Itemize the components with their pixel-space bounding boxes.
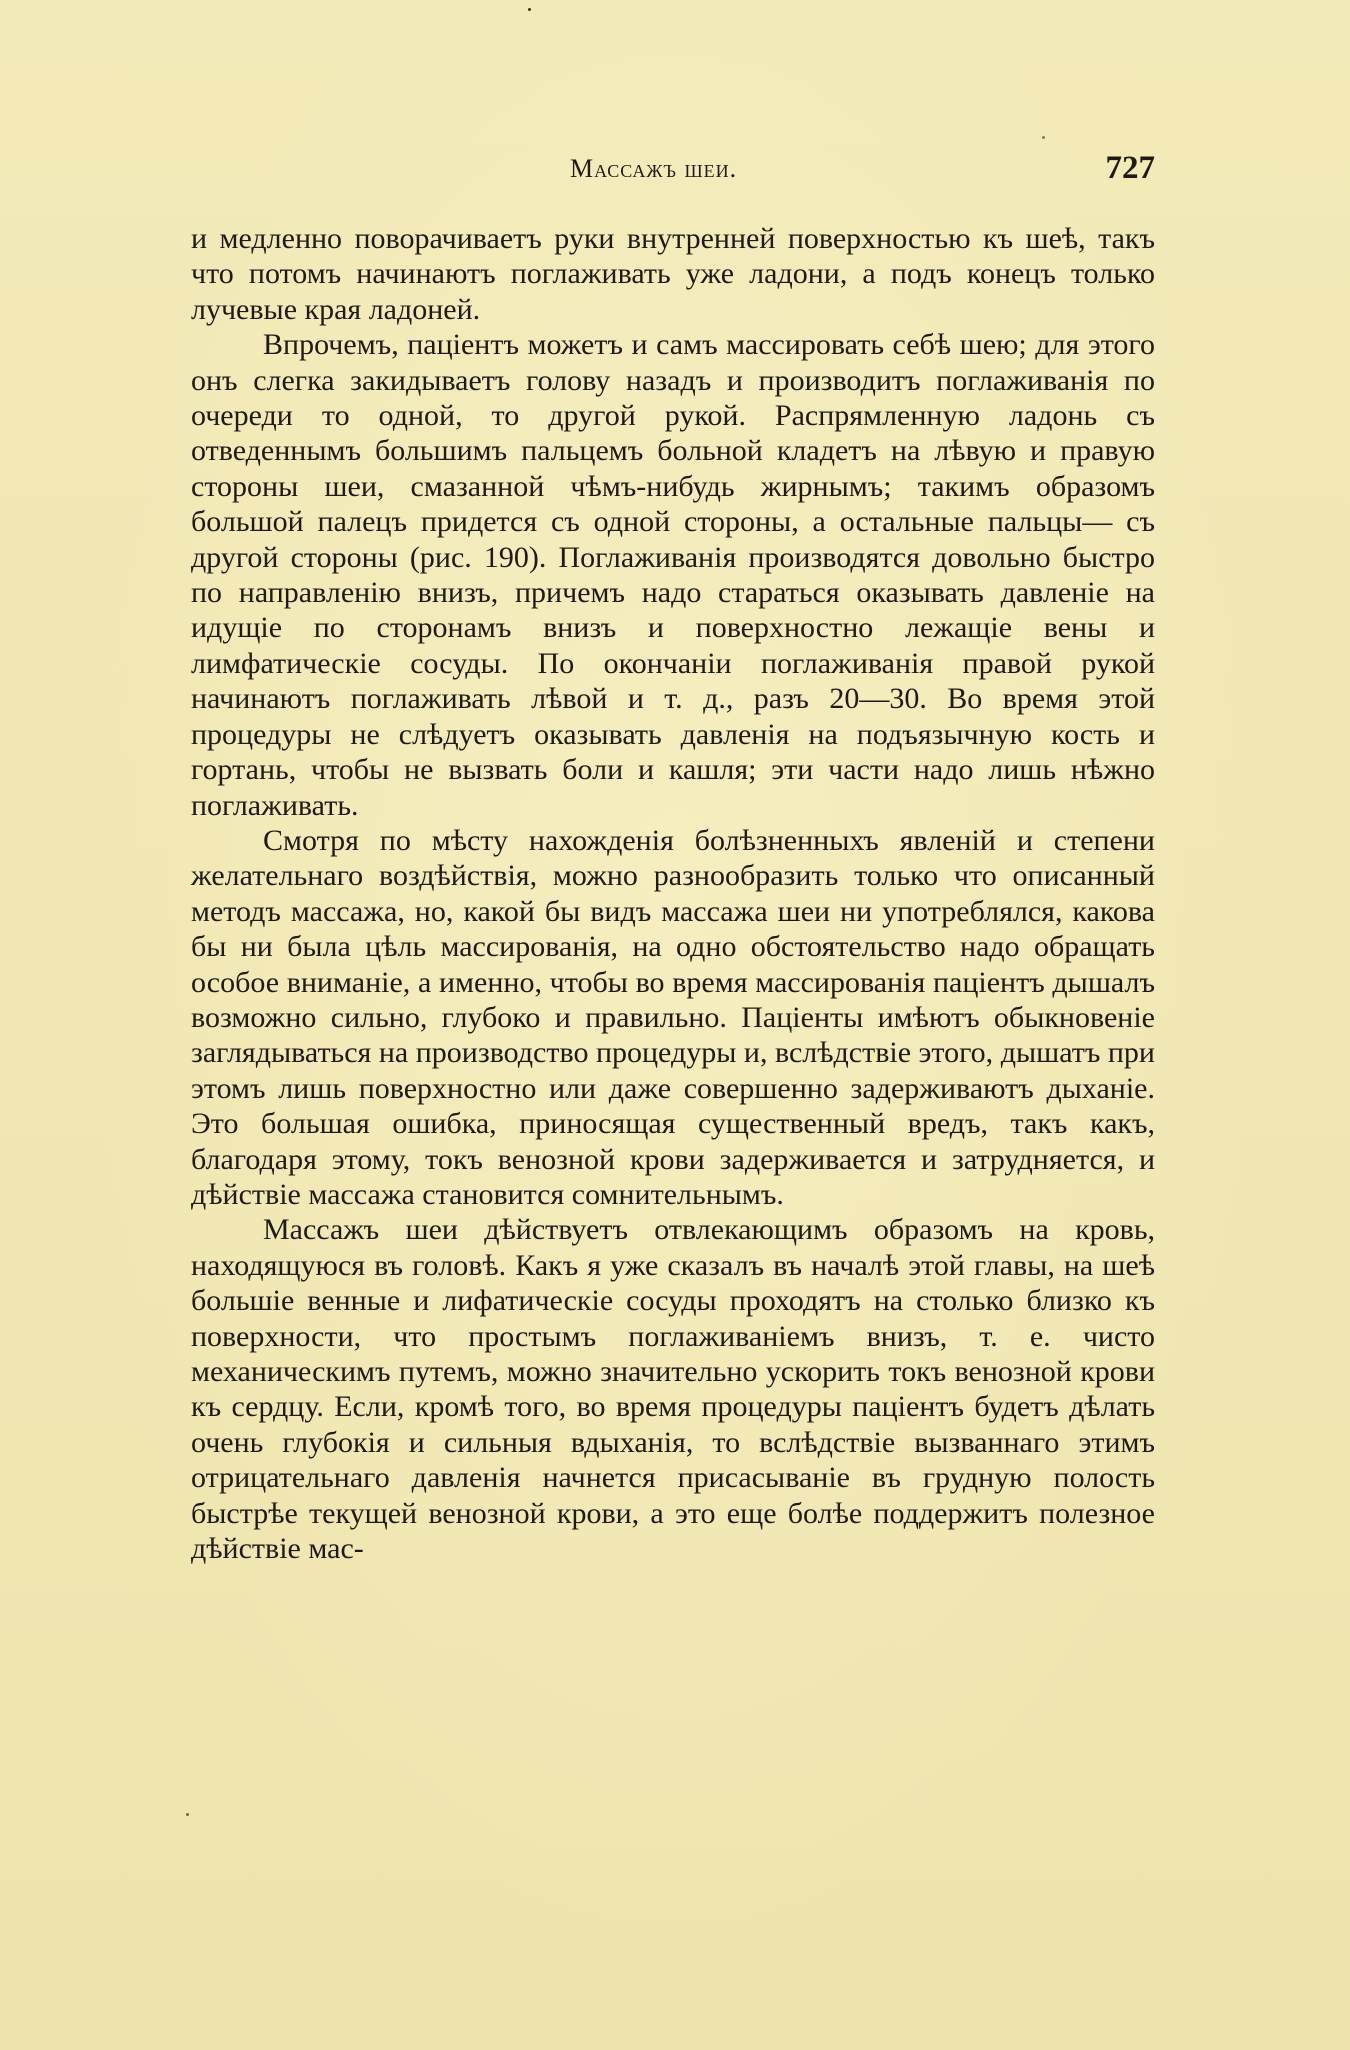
paper-speck [528, 8, 531, 11]
body-text [191, 221, 1155, 1566]
page-header [190, 150, 1155, 190]
paragraph-1: и медленно поворачиваетъ руки внутренней поверхностью къ шеѣ, такъ что потомъ начинаютъ поглаживать уже ладони, а подъ конецъ только лучевые края ладоней. [191, 222, 1155, 326]
paper-speck [1042, 136, 1045, 139]
paper-speck [186, 1813, 189, 1816]
paragraph-3: Смотря по мѣсту нахожденія болѣзненныхъ явленій и степени желательнаго воздѣйствія, можно разнообразить только что описанный методъ массажа, но, какой бы видъ массажа шеи ни употреблялся, какова бы ни была цѣль массированія, на одно обстоятельство надо обращать особое вниманіе, а именно, чтобы во время массированія паціентъ дышалъ возможно сильно, глубоко и правильно. Паціенты имѣютъ обыкновеніе заглядываться на производство процедуры и, вслѣдствіе этого, дышатъ при этомъ лишь поверхностно или даже совершенно задерживаютъ дыханіе. Это большая ошибка, приносящая существенный вредъ, такъ какъ, благодаря этому, токъ венозной крови задерживается и затрудняется, и дѣйствіе массажа становится сомнительнымъ. [191, 823, 1155, 1211]
running-title: Массажъ шеи. [570, 154, 738, 183]
paragraph-4: Массажъ шеи дѣйствуетъ отвлекающимъ образомъ на кровь, находящуюся въ головѣ. Какъ я уже сказалъ въ началѣ этой главы, на шеѣ большіе венные и лифатическіе сосуды проходятъ на столько близко къ поверхности, что простымъ поглаживаніемъ внизъ, т. е. чисто механическимъ путемъ, можно значительно ускорить токъ венозной крови къ сердцу. Если, кромѣ того, во время процедуры паціентъ будетъ дѣлать очень глубокія и сильныя вдыханія, то вслѣдствіе вызваннаго этимъ отрицательнаго давленія начнется присасываніе въ грудную полость быстрѣе текущей венозной крови, а это еще болѣе поддержитъ полезное дѣйствіе мас- [191, 1213, 1155, 1566]
page-number: 727 [1105, 150, 1155, 186]
paragraph-2: Впрочемъ, паціентъ можетъ и самъ массировать себѣ шею; для этого онъ слегка закидываетъ голову назадъ и производитъ поглаживанія по очереди то одной, то другой рукой. Распрямленную ладонь съ отведеннымъ большимъ пальцемъ больной кладетъ на лѣвую и правую стороны шеи, смазанной чѣмъ-нибудь жирнымъ; такимъ образомъ большой палецъ придется съ одной стороны, а остальные пальцы— съ другой стороны (рис. 190). Поглаживанія производятся довольно быстро по направленію внизъ, причемъ надо стараться оказывать давленіе на идущіе по сторонамъ внизъ и поверхностно лежащіе вены и лимфатическіе сосуды. По окончаніи поглаживанія правой рукой начинаютъ поглаживать лѣвой и т. д., разъ 20—30. Во время этой процедуры не слѣдуетъ оказывать давленія на подъязычную кость и гортань, чтобы не вызвать боли и кашля; эти части надо лишь нѣжно поглаживать. [191, 328, 1155, 822]
